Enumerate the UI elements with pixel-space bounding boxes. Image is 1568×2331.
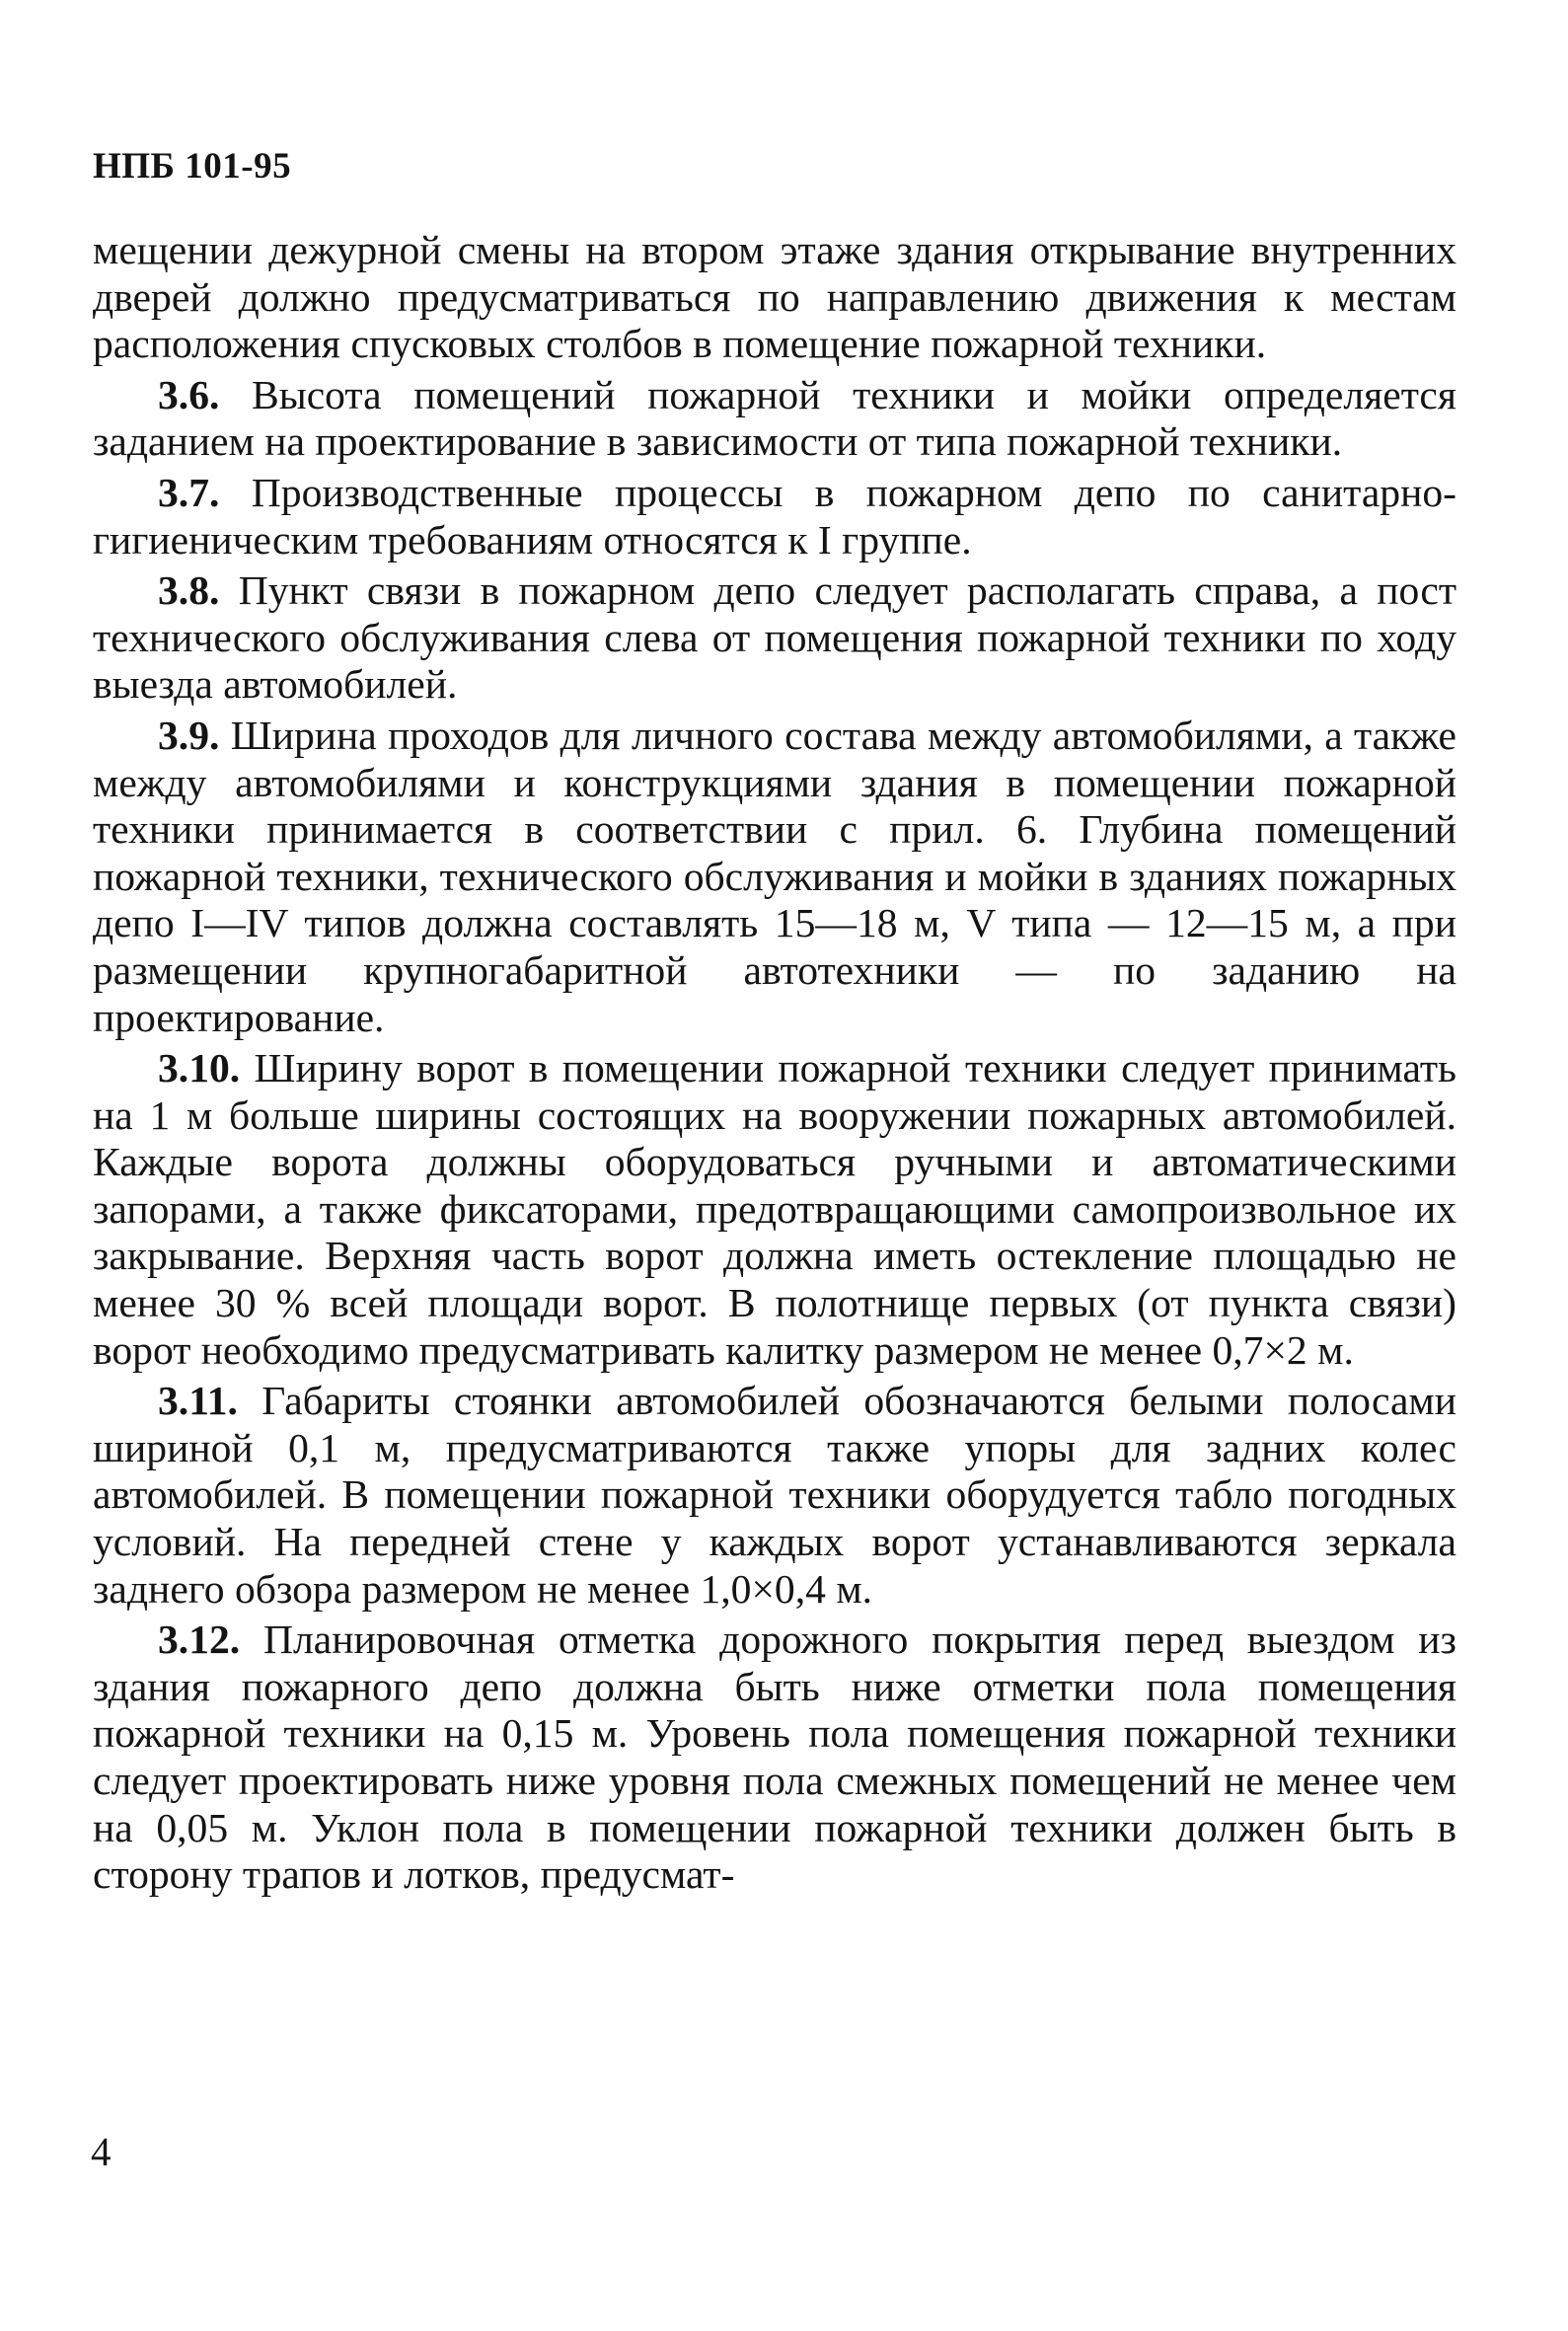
paragraph-number: 3.10. [158,1045,241,1091]
paragraph-text: Планировочная отметка дорожного покрытия перед выездом из здания пожарного депо должна быть ниже отметки пола помещения пожарной техники на 0,15 м. Уровень пола помещения пожарной техники следует проектировать ниже уровня пола смежных помещений не менее чем на 0,05 м. Уклон пола в помещении пожарной техники должен быть в сторону трапов и лотков, предусмат- [93,1617,1456,1898]
paragraph-3-8 [93,567,1456,709]
paragraph-3-7 [93,470,1456,564]
paragraph-3-11 [93,1378,1456,1613]
paragraph-number: 3.12. [158,1617,241,1663]
paragraph-3-9 [93,713,1456,1041]
paragraph-text: Ширину ворот в помещении пожарной техники следует принимать на 1 м больше ширины состоящих на вооружении пожарных автомобилей. Каждые ворота должны оборудоваться ручными и автоматическими запорами, а также фиксаторами, предотвращающими самопроизвольное их закрывание. Верхняя часть ворот должна иметь остекление площадью не менее 30 % всей площади ворот. В полотнище первых (от пункта связи) ворот необходимо предусматривать калитку размером не менее 0,7×2 м. [93,1045,1456,1373]
paragraph-text: Производственные процессы в пожарном депо по санитарно-гигиеническим требованиям относятся к I группе. [93,469,1456,563]
paragraph-text: Ширина проходов для личного состава между автомобилями, а также между автомобилями и конструкциями здания в помещении пожарной техники принимается в соответствии с прил. 6. Глубина помещений пожарной техники, технического обслуживания и мойки в зданиях пожарных депо I—IV типов должна составлять 15—18 м, V типа — 12—15 м, а при размещении крупногабаритной автотехники — по заданию на проектирование. [93,712,1456,1040]
paragraph-number: 3.7. [158,469,220,515]
paragraph-number: 3.9. [158,712,220,758]
page-number: 4 [91,2129,112,2174]
paragraph-continuation [93,227,1456,368]
paragraph-3-10 [93,1045,1456,1374]
paragraph-text: мещении дежурной смены на втором этаже здания открывание внутренних дверей должно предусматриваться по направлению движения к местам расположения спусковых столбов в помещение пожарной техники. [93,227,1456,367]
paragraph-number: 3.11. [158,1378,238,1424]
paragraph-number: 3.6. [158,371,220,417]
paragraph-number: 3.8. [158,567,220,614]
paragraph-text: Габариты стоянки автомобилей обозначаются белыми полосами шириной 0,1 м, предусматриваются также упоры для задних колес автомобилей. В помещении пожарной техники оборудуется табло погодных условий. На передней стене у каждых ворот устанавливаются зеркала заднего обзора размером не менее 1,0×0,4 м. [93,1378,1456,1612]
body-text [93,227,1456,1903]
paragraph-text: Пункт связи в пожарном депо следует располагать справа, а пост технического обслуживания слева от помещения пожарной техники по ходу выезда автомобилей. [93,567,1456,708]
paragraph-3-6 [93,372,1456,466]
paragraph-3-12 [93,1617,1456,1899]
document-code-header: НПБ 101-95 [93,146,292,187]
paragraph-text: Высота помещений пожарной техники и мойки определяется заданием на проектирование в зависимости от типа пожарной техники. [93,371,1456,465]
